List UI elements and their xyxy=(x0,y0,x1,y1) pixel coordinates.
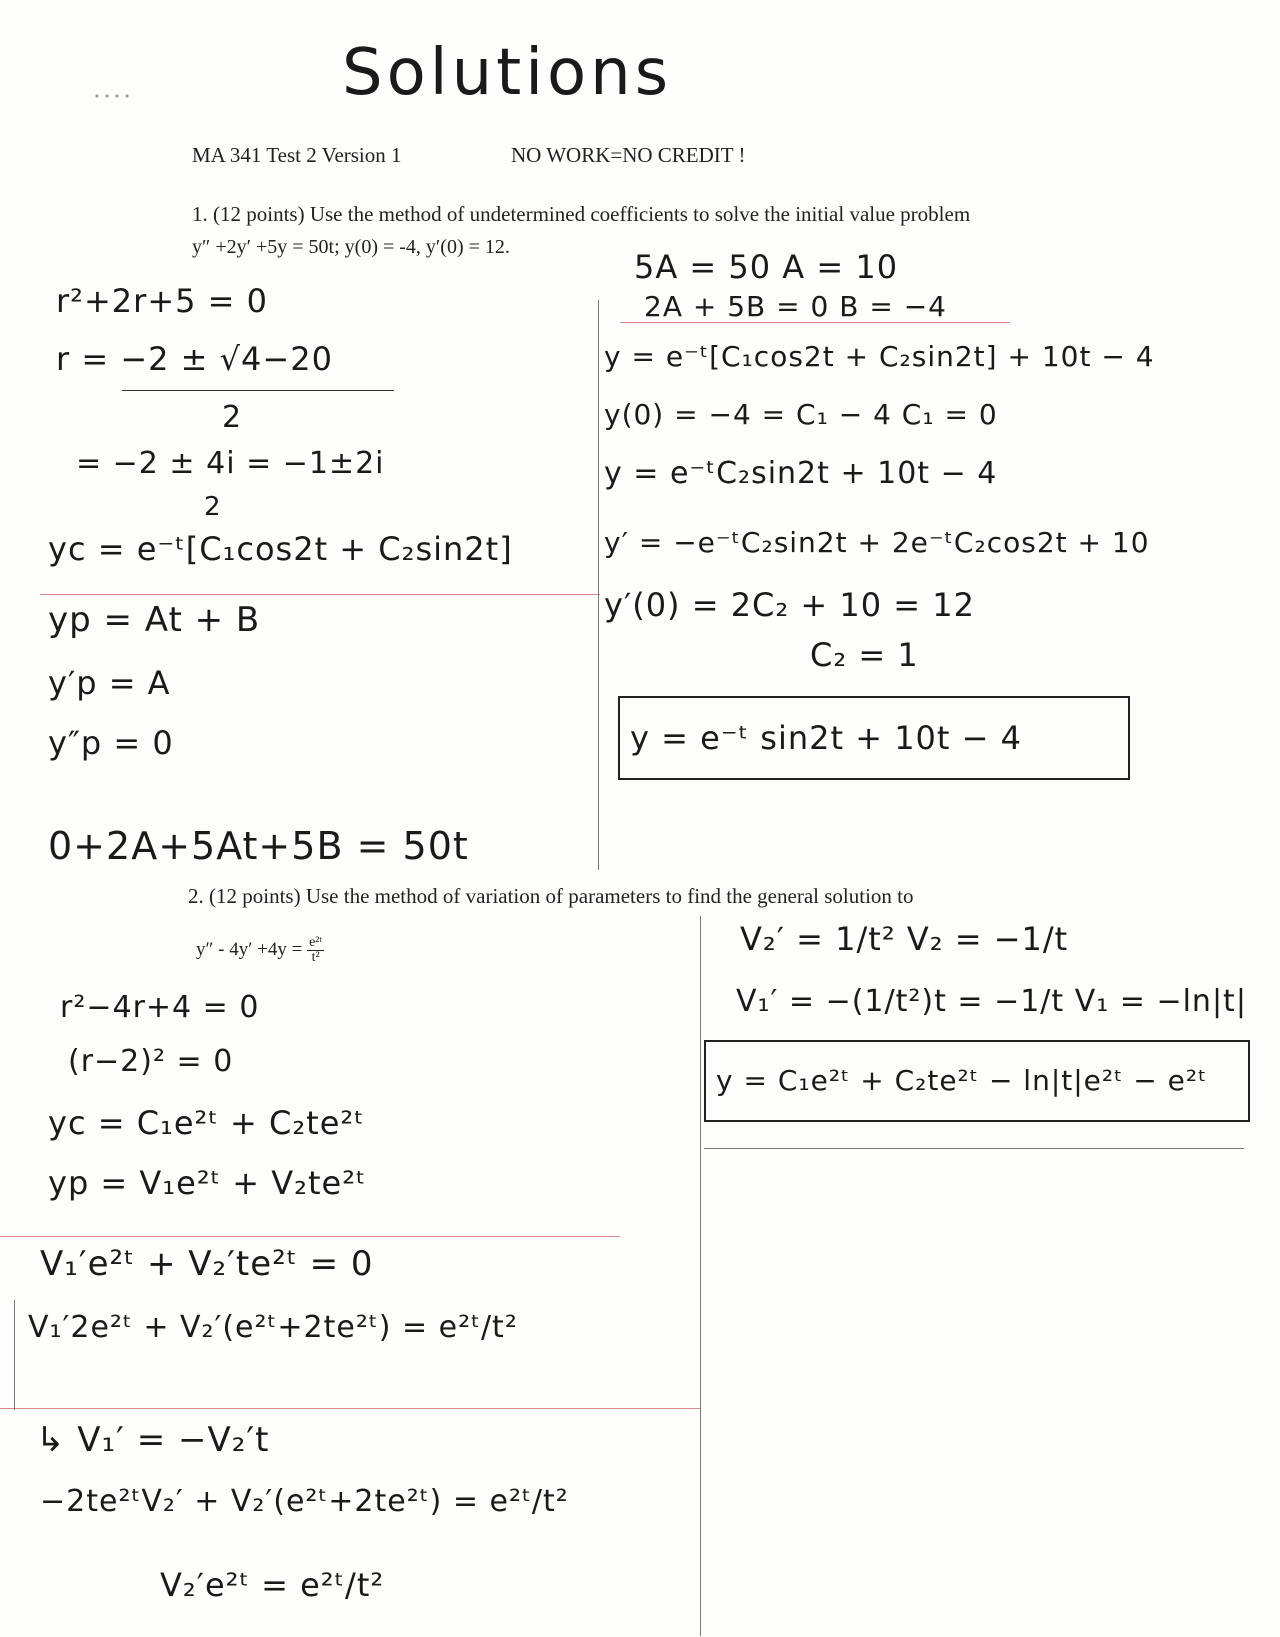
p1-left-line: yc = e⁻ᵗ[C₁cos2t + C₂sin2t] xyxy=(48,530,513,568)
scan-speck xyxy=(92,94,132,98)
p1-left-line: y′p = A xyxy=(48,664,171,702)
problem2-prompt: 2. (12 points) Use the method of variation of parameters to find the general solution to xyxy=(188,884,914,908)
p2-left-line: r²−4r+4 = 0 xyxy=(60,990,260,1025)
page-title: Solutions xyxy=(342,36,673,110)
problem2-equation-lhs: y″ - 4y′ +4y = xyxy=(196,938,303,960)
p2-left-line: ↳ V₁′ = −V₂′t xyxy=(36,1420,270,1460)
p1-right-line: C₂ = 1 xyxy=(810,636,919,674)
p1-left-line: y″p = 0 xyxy=(48,724,174,762)
p1-left-line: 0+2A+5At+5B = 50t xyxy=(48,824,469,868)
column-divider xyxy=(700,916,701,1636)
p1-right-line: y = e⁻ᵗ[C₁cos2t + C₂sin2t] + 10t − 4 xyxy=(604,340,1155,373)
red-separator xyxy=(40,594,600,595)
problem2-equation-fraction xyxy=(307,936,324,965)
p1-right-line: y′(0) = 2C₂ + 10 = 12 xyxy=(604,586,975,624)
course-line: MA 341 Test 2 Version 1 xyxy=(192,143,402,167)
p2-left-line: V₁′2e²ᵗ + V₂′(e²ᵗ+2te²ᵗ) = e²ᵗ/t² xyxy=(28,1310,518,1345)
problem1-prompt: 1. (12 points) Use the method of undetermined coefficients to solve the initial value problem xyxy=(192,202,971,226)
p2-left-line: −2te²ᵗV₂′ + V₂′(e²ᵗ+2te²ᵗ) = e²ᵗ/t² xyxy=(40,1484,569,1519)
problem2-equation xyxy=(196,936,324,965)
p2-left-line: yc = C₁e²ᵗ + C₂te²ᵗ xyxy=(48,1104,365,1142)
fraction-numerator: e²ᵗ xyxy=(309,935,323,950)
p1-answer-box: y = e⁻ᵗ sin2t + 10t − 4 xyxy=(618,696,1130,780)
p1-left-line: yp = At + B xyxy=(48,600,261,640)
red-separator xyxy=(0,1408,700,1409)
p1-left-line: 2 xyxy=(222,400,243,435)
p1-right-line: y(0) = −4 = C₁ − 4 C₁ = 0 xyxy=(604,398,998,431)
p1-left-line: = −2 ± 4i = −1±2i xyxy=(76,446,385,481)
p1-left-line: 2 xyxy=(204,492,222,522)
red-separator xyxy=(0,1236,620,1237)
p2-right-line: V₂′ = 1/t² V₂ = −1/t xyxy=(740,920,1069,958)
p2-left-line: (r−2)² = 0 xyxy=(68,1044,234,1079)
p2-left-line: yp = V₁e²ᵗ + V₂te²ᵗ xyxy=(48,1164,367,1202)
p1-right-line: 2A + 5B = 0 B = −4 xyxy=(644,290,947,323)
p2-answer-box: y = C₁e²ᵗ + C₂te²ᵗ − ln|t|e²ᵗ − e²ᵗ xyxy=(704,1040,1250,1122)
fraction-denominator: t² xyxy=(311,950,320,965)
p1-right-line: 5A = 50 A = 10 xyxy=(634,248,899,286)
p1-left-line: r = −2 ± √4−20 xyxy=(56,340,333,378)
p2-left-line: V₁′e²ᵗ + V₂′te²ᵗ = 0 xyxy=(40,1244,374,1284)
p1-right-line: y′ = −e⁻ᵗC₂sin2t + 2e⁻ᵗC₂cos2t + 10 xyxy=(604,526,1150,559)
p2-right-line: V₁′ = −(1/t²)t = −1/t V₁ = −ln|t| xyxy=(736,984,1247,1019)
no-work-warning: NO WORK=NO CREDIT ! xyxy=(511,143,746,167)
fraction-bar xyxy=(122,390,394,391)
p2-left-line: V₂′e²ᵗ = e²ᵗ/t² xyxy=(160,1566,385,1604)
bracket-mark xyxy=(14,1300,15,1410)
box-underline xyxy=(704,1148,1244,1149)
problem1-equation: y″ +2y′ +5y = 50t; y(0) = -4, y′(0) = 12. xyxy=(192,236,510,258)
column-divider xyxy=(598,300,599,870)
p1-left-line: r²+2r+5 = 0 xyxy=(56,282,268,320)
p1-right-line: y = e⁻ᵗC₂sin2t + 10t − 4 xyxy=(604,456,998,491)
